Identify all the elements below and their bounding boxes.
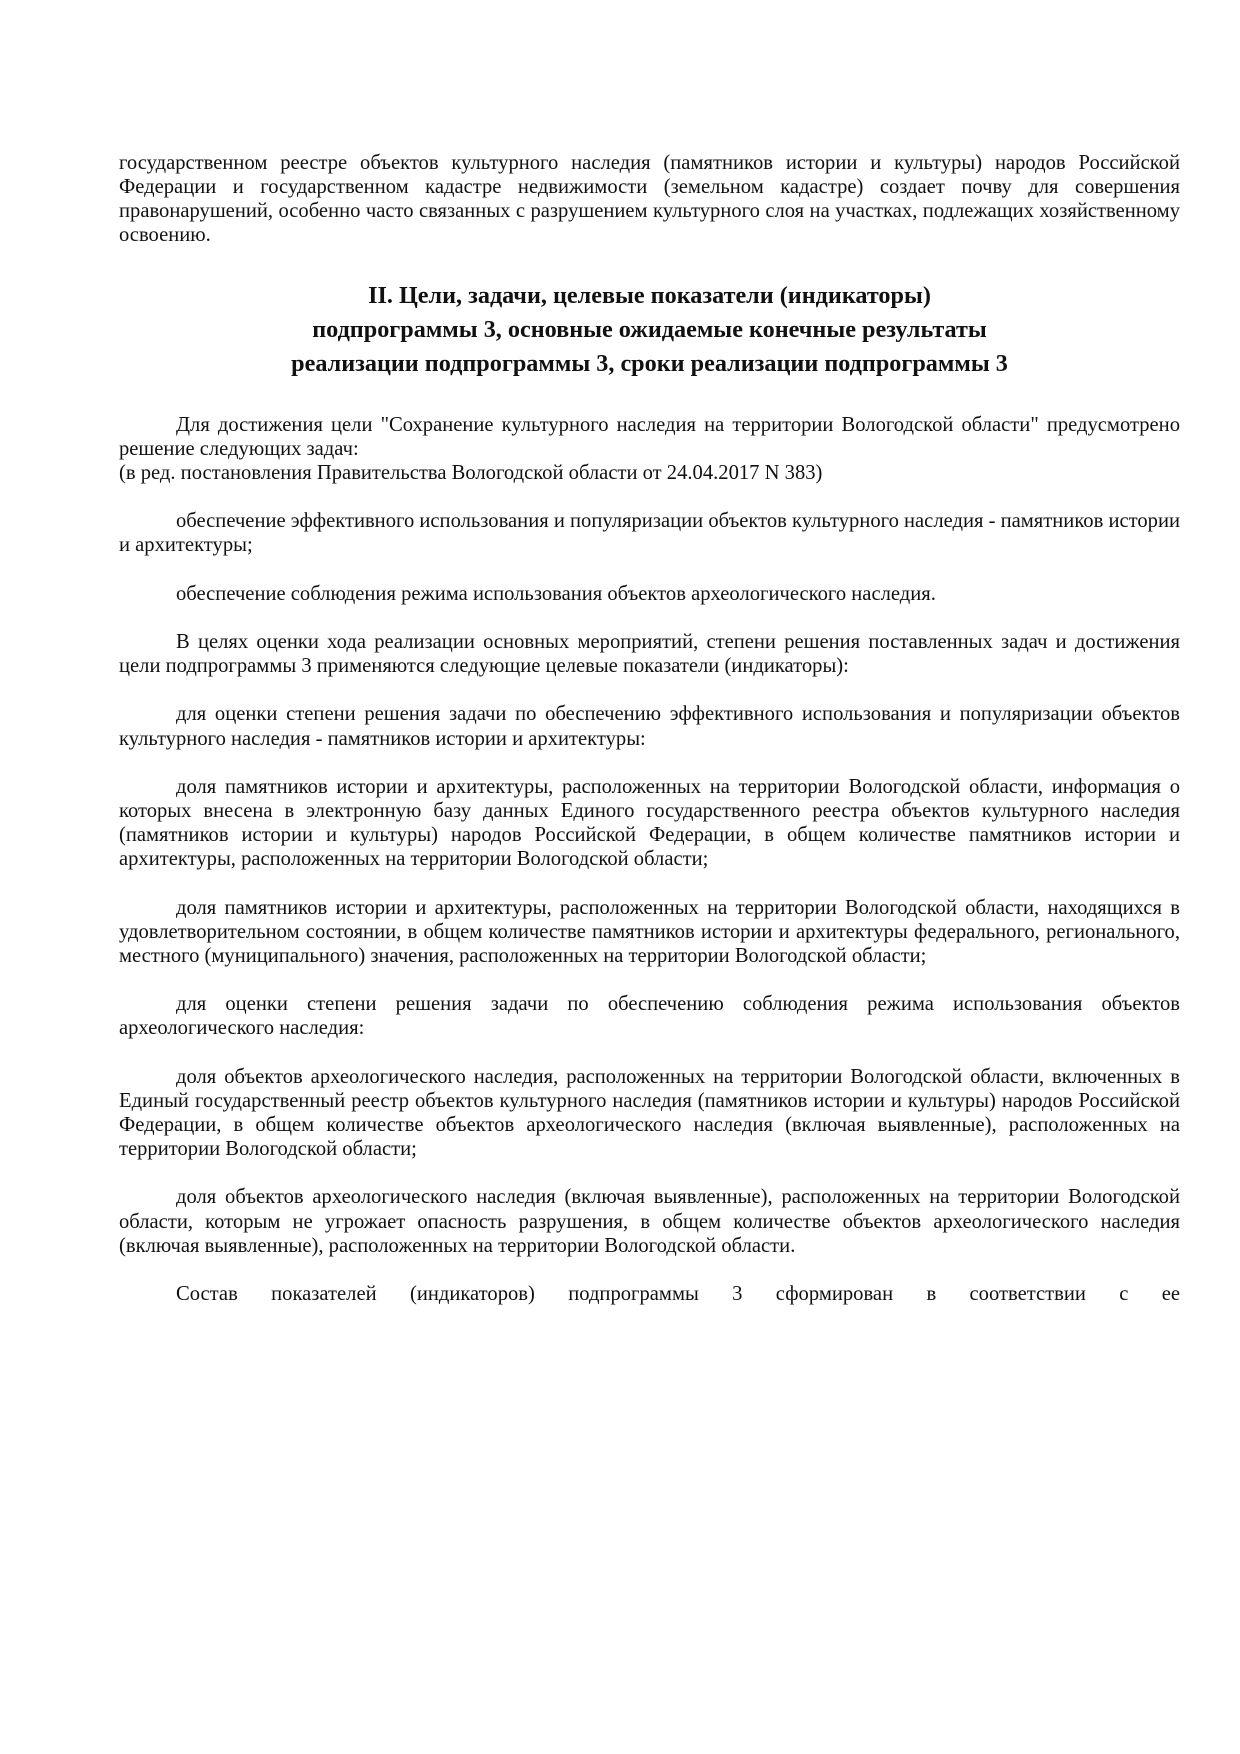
amendment-note: (в ред. постановления Правительства Вологодской области от 24.04.2017 N 383) — [119, 461, 823, 484]
task-2-evaluation-paragraph: для оценки степени решения задачи по обеспечению соблюдения режима использования объектов археологического наследия: — [119, 993, 1180, 1040]
document-page — [119, 151, 1180, 1330]
task-item-2: обеспечение соблюдения режима использования объектов археологического наследия. — [176, 582, 936, 605]
indicator-1-paragraph: доля памятников истории и архитектуры, расположенных на территории Вологодской области, информация о которых внесена в электронную базу данных Единого государственного реестра объектов культурного наследия (памятников истории и культуры) народов Российской Федерации, в общем количестве памятников истории и архитектуры, расположенных на территории Вологодской области; — [119, 775, 1180, 871]
indicator-4-paragraph: доля объектов археологического наследия (включая выявленные), расположенных на территории Вологодской области, которым не угрожает опасность разрушения, в общем количестве объектов археологического наследия (включая выявленные), расположенных на территории Вологодской области. — [119, 1186, 1180, 1257]
section-heading-line-1: II. Цели, задачи, целевые показатели (индикаторы) — [368, 281, 931, 309]
indicators-intro-paragraph: В целях оценки хода реализации основных мероприятий, степени решения поставленных задач и достижения цели подпрограммы 3 применяются следующие целевые показатели (индикаторы): — [119, 630, 1180, 678]
section-heading-line-3: реализации подпрограммы 3, сроки реализации подпрограммы 3 — [291, 349, 1008, 377]
section-heading-line-2: подпрограммы 3, основные ожидаемые конечные результаты — [312, 315, 987, 343]
intro-paragraph: государственном реестре объектов культурного наследия (памятников истории и культуры) народов Российской Федерации и государственном кадастре недвижимости (земельном кадастре) создает почву для совершения правонарушений, особенно часто связанных с разрушением культурного слоя на участках, подлежащих хозяйственному освоению. — [119, 152, 1180, 247]
task-item-1: обеспечение эффективного использования и популяризации объектов культурного наследия - памятников истории и архитектуры; — [119, 510, 1180, 557]
indicator-2-paragraph: доля памятников истории и архитектуры, расположенных на территории Вологодской области, находящихся в удовлетворительном состоянии, в общем количестве памятников истории и архитектуры федерального, регионального, местного (муниципального) значения, расположенных на территории Вологодской области; — [119, 896, 1180, 967]
indicator-3-paragraph: доля объектов археологического наследия, расположенных на территории Вологодской области, включенных в Единый государственный реестр объектов культурного наследия (памятников истории и культуры) народов Российской Федерации, в общем количестве объектов археологического наследия (включая выявленные), расположенных на территории Вологодской области; — [119, 1065, 1180, 1161]
task-1-evaluation-paragraph: для оценки степени решения задачи по обеспечению эффективного использования и популяризации объектов культурного наследия - памятников истории и архитектуры: — [119, 703, 1180, 750]
indicators-composition-paragraph: Состав показателей (индикаторов) подпрограммы 3 сформирован в соответствии с ее — [176, 1283, 1180, 1306]
goal-paragraph: Для достижения цели "Сохранение культурного наследия на территории Вологодской области" предусмотрено решение следующих задач: — [119, 413, 1180, 460]
section-heading — [119, 279, 1180, 381]
